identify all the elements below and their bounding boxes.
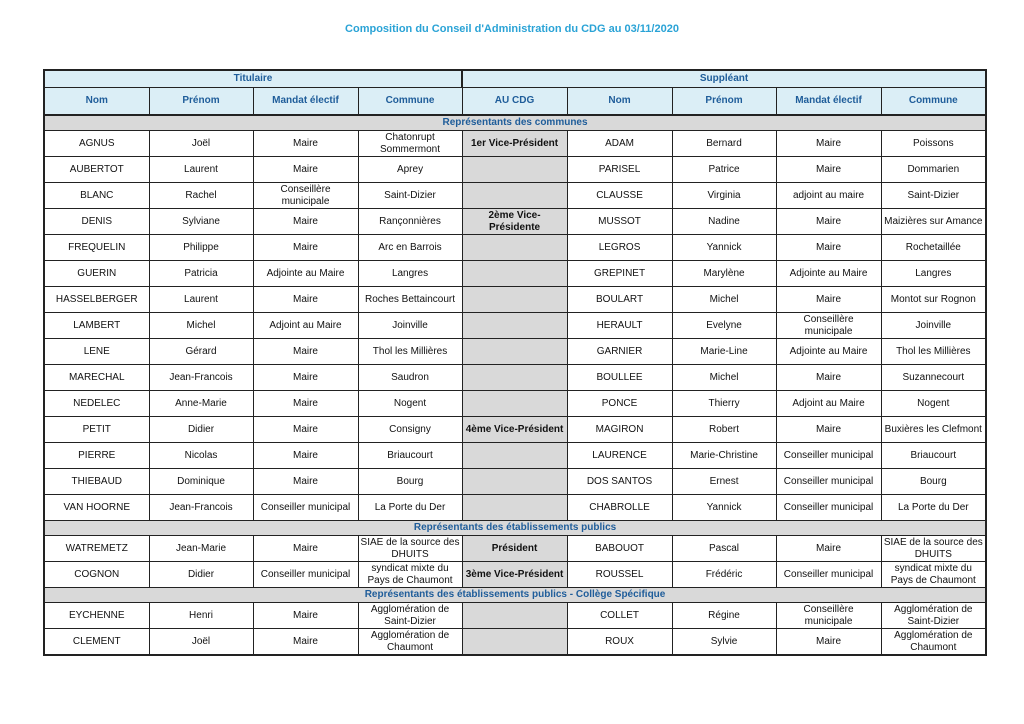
cell-prenom-suppleant: Evelyne — [672, 313, 776, 339]
cell-commune: Arc en Barrois — [358, 235, 462, 261]
cell-nom-suppleant: PONCE — [567, 391, 672, 417]
cell-prenom: Michel — [149, 313, 253, 339]
section-label: Représentants des établissements publics - Collège Spécifique — [44, 588, 986, 603]
header-commune-suppleant: Commune — [881, 88, 986, 116]
cell-mandat-suppleant: Conseiller municipal — [776, 443, 881, 469]
cell-au-cdg: 2ème Vice-Présidente — [462, 209, 567, 235]
table-row — [44, 313, 986, 339]
cell-nom: COGNON — [44, 562, 149, 588]
cell-nom-suppleant: MAGIRON — [567, 417, 672, 443]
cell-prenom-suppleant: Ernest — [672, 469, 776, 495]
cell-au-cdg — [462, 629, 567, 656]
cell-prenom: Dominique — [149, 469, 253, 495]
cell-au-cdg — [462, 391, 567, 417]
cell-commune-suppleant: Maizières sur Amance — [881, 209, 986, 235]
group-header-titulaire: Titulaire — [44, 70, 462, 88]
cell-commune: Briaucourt — [358, 443, 462, 469]
cell-nom-suppleant: GARNIER — [567, 339, 672, 365]
cell-au-cdg — [462, 157, 567, 183]
cell-au-cdg — [462, 365, 567, 391]
cell-au-cdg — [462, 287, 567, 313]
cell-commune: syndicat mixte du Pays de Chaumont — [358, 562, 462, 588]
cell-commune-suppleant: Langres — [881, 261, 986, 287]
column-header-row — [44, 88, 986, 116]
cell-prenom: Philippe — [149, 235, 253, 261]
cell-mandat-suppleant: Maire — [776, 235, 881, 261]
cell-nom-suppleant: COLLET — [567, 603, 672, 629]
cell-nom: DENIS — [44, 209, 149, 235]
cell-nom: EYCHENNE — [44, 603, 149, 629]
cell-mandat-suppleant: Maire — [776, 629, 881, 656]
table-row — [44, 391, 986, 417]
document-title: Composition du Conseil d'Administration du CDG au 03/11/2020 — [345, 23, 679, 35]
cell-commune: La Porte du Der — [358, 495, 462, 521]
cell-nom-suppleant: LAURENCE — [567, 443, 672, 469]
cell-au-cdg: 4ème Vice-Président — [462, 417, 567, 443]
cell-nom: THIEBAUD — [44, 469, 149, 495]
cell-nom-suppleant: DOS SANTOS — [567, 469, 672, 495]
section-row — [44, 115, 986, 131]
table-body — [44, 115, 986, 655]
cell-commune-suppleant: Thol les Millières — [881, 339, 986, 365]
table-row — [44, 603, 986, 629]
cell-mandat: Adjoint au Maire — [253, 313, 358, 339]
section-label: Représentants des établissements publics — [44, 521, 986, 536]
cell-prenom-suppleant: Régine — [672, 603, 776, 629]
cell-commune-suppleant: Saint-Dizier — [881, 183, 986, 209]
section-row — [44, 588, 986, 603]
cell-commune-suppleant: Rochetaillée — [881, 235, 986, 261]
cell-nom-suppleant: GREPINET — [567, 261, 672, 287]
cell-prenom-suppleant: Virginia — [672, 183, 776, 209]
cell-nom: FREQUELIN — [44, 235, 149, 261]
cell-commune-suppleant: Dommarien — [881, 157, 986, 183]
cell-prenom-suppleant: Frédéric — [672, 562, 776, 588]
cell-mandat: Maire — [253, 391, 358, 417]
cell-mandat: Maire — [253, 157, 358, 183]
cell-mandat: Conseillère municipale — [253, 183, 358, 209]
cell-commune: Nogent — [358, 391, 462, 417]
section-label: Représentants des communes — [44, 115, 986, 131]
cell-prenom-suppleant: Marie-Line — [672, 339, 776, 365]
cell-mandat: Maire — [253, 603, 358, 629]
cell-mandat-suppleant: Conseillère municipale — [776, 313, 881, 339]
cell-nom: LAMBERT — [44, 313, 149, 339]
table-row — [44, 183, 986, 209]
cell-mandat-suppleant: Maire — [776, 209, 881, 235]
table-row — [44, 287, 986, 313]
table-row — [44, 495, 986, 521]
table-row — [44, 339, 986, 365]
cell-mandat-suppleant: Adjointe au Maire — [776, 261, 881, 287]
cell-commune-suppleant: Poissons — [881, 131, 986, 157]
cell-commune: SIAE de la source des DHUITS — [358, 536, 462, 562]
table-row — [44, 629, 986, 656]
cell-commune: Langres — [358, 261, 462, 287]
cell-mandat: Maire — [253, 235, 358, 261]
cell-prenom: Jean-Francois — [149, 365, 253, 391]
cell-nom-suppleant: ADAM — [567, 131, 672, 157]
cell-nom-suppleant: BABOUOT — [567, 536, 672, 562]
cell-commune: Consigny — [358, 417, 462, 443]
table-row — [44, 536, 986, 562]
cell-prenom: Anne-Marie — [149, 391, 253, 417]
cell-nom-suppleant: HERAULT — [567, 313, 672, 339]
cell-prenom: Gérard — [149, 339, 253, 365]
cell-commune-suppleant: SIAE de la source des DHUITS — [881, 536, 986, 562]
cell-prenom: Patricia — [149, 261, 253, 287]
cell-au-cdg — [462, 339, 567, 365]
cell-mandat-suppleant: Maire — [776, 287, 881, 313]
header-au-cdg: AU CDG — [462, 88, 567, 116]
cell-au-cdg — [462, 235, 567, 261]
header-prenom-suppleant: Prénom — [672, 88, 776, 116]
cell-prenom: Jean-Marie — [149, 536, 253, 562]
cell-nom: AUBERTOT — [44, 157, 149, 183]
cell-prenom: Sylviane — [149, 209, 253, 235]
cell-mandat-suppleant: Conseiller municipal — [776, 495, 881, 521]
cell-prenom-suppleant: Michel — [672, 365, 776, 391]
cell-prenom-suppleant: Marylène — [672, 261, 776, 287]
cell-commune: Thol les Millières — [358, 339, 462, 365]
cell-nom: NEDELEC — [44, 391, 149, 417]
cell-commune: Rançonnières — [358, 209, 462, 235]
table-row — [44, 365, 986, 391]
cell-mandat-suppleant: Maire — [776, 157, 881, 183]
cell-commune-suppleant: La Porte du Der — [881, 495, 986, 521]
cell-prenom-suppleant: Bernard — [672, 131, 776, 157]
cell-commune-suppleant: Nogent — [881, 391, 986, 417]
cell-prenom-suppleant: Nadine — [672, 209, 776, 235]
cell-commune: Aprey — [358, 157, 462, 183]
cell-prenom: Henri — [149, 603, 253, 629]
cell-commune-suppleant: Buxières les Clefmont — [881, 417, 986, 443]
table-row — [44, 157, 986, 183]
cell-prenom: Laurent — [149, 287, 253, 313]
cell-mandat-suppleant: Adjointe au Maire — [776, 339, 881, 365]
cell-nom-suppleant: CLAUSSE — [567, 183, 672, 209]
table-row — [44, 235, 986, 261]
cell-prenom-suppleant: Thierry — [672, 391, 776, 417]
cell-mandat: Maire — [253, 443, 358, 469]
cell-au-cdg: Président — [462, 536, 567, 562]
cell-nom: HASSELBERGER — [44, 287, 149, 313]
table-row — [44, 443, 986, 469]
cell-prenom-suppleant: Michel — [672, 287, 776, 313]
cell-mandat: Maire — [253, 629, 358, 656]
header-prenom: Prénom — [149, 88, 253, 116]
cell-au-cdg: 3ème Vice-Président — [462, 562, 567, 588]
cell-nom-suppleant: PARISEL — [567, 157, 672, 183]
cell-nom: VAN HOORNE — [44, 495, 149, 521]
cell-prenom: Didier — [149, 417, 253, 443]
cell-mandat-suppleant: Conseiller municipal — [776, 562, 881, 588]
cell-prenom-suppleant: Patrice — [672, 157, 776, 183]
section-row — [44, 521, 986, 536]
cell-mandat: Maire — [253, 365, 358, 391]
cell-nom: PETIT — [44, 417, 149, 443]
table-row — [44, 209, 986, 235]
cell-prenom-suppleant: Robert — [672, 417, 776, 443]
cell-commune-suppleant: Agglomération de Saint-Dizier — [881, 603, 986, 629]
cell-prenom-suppleant: Marie-Christine — [672, 443, 776, 469]
cell-nom: GUERIN — [44, 261, 149, 287]
cell-nom-suppleant: LEGROS — [567, 235, 672, 261]
cell-prenom: Didier — [149, 562, 253, 588]
cell-nom: LENE — [44, 339, 149, 365]
cell-au-cdg — [462, 495, 567, 521]
cell-au-cdg — [462, 261, 567, 287]
table-row — [44, 417, 986, 443]
table-row — [44, 261, 986, 287]
header-mandat-suppleant: Mandat électif — [776, 88, 881, 116]
header-nom: Nom — [44, 88, 149, 116]
cell-au-cdg — [462, 603, 567, 629]
cell-au-cdg — [462, 443, 567, 469]
cell-prenom-suppleant: Pascal — [672, 536, 776, 562]
cell-commune-suppleant: syndicat mixte du Pays de Chaumont — [881, 562, 986, 588]
cell-commune: Saudron — [358, 365, 462, 391]
cell-nom: CLEMENT — [44, 629, 149, 656]
cell-mandat-suppleant: Maire — [776, 131, 881, 157]
cell-mandat: Maire — [253, 131, 358, 157]
cell-au-cdg — [462, 183, 567, 209]
cell-mandat-suppleant: Maire — [776, 417, 881, 443]
cell-prenom-suppleant: Yannick — [672, 235, 776, 261]
cell-mandat: Maire — [253, 469, 358, 495]
cell-au-cdg — [462, 313, 567, 339]
cell-commune: Agglomération de Chaumont — [358, 629, 462, 656]
cell-commune-suppleant: Joinville — [881, 313, 986, 339]
cell-prenom-suppleant: Sylvie — [672, 629, 776, 656]
cell-commune: Roches Bettaincourt — [358, 287, 462, 313]
cell-au-cdg — [462, 469, 567, 495]
cell-commune-suppleant: Agglomération de Chaumont — [881, 629, 986, 656]
cell-prenom: Rachel — [149, 183, 253, 209]
cell-commune: Chatonrupt Sommermont — [358, 131, 462, 157]
cell-nom-suppleant: CHABROLLE — [567, 495, 672, 521]
cell-nom: MARECHAL — [44, 365, 149, 391]
board-composition-table — [43, 69, 987, 656]
cell-mandat: Conseiller municipal — [253, 495, 358, 521]
header-nom-suppleant: Nom — [567, 88, 672, 116]
cell-nom: PIERRE — [44, 443, 149, 469]
cell-commune: Saint-Dizier — [358, 183, 462, 209]
cell-commune-suppleant: Suzannecourt — [881, 365, 986, 391]
header-commune: Commune — [358, 88, 462, 116]
cell-mandat-suppleant: Conseillère municipale — [776, 603, 881, 629]
cell-nom-suppleant: ROUX — [567, 629, 672, 656]
table-row — [44, 562, 986, 588]
cell-mandat-suppleant: Maire — [776, 536, 881, 562]
cell-prenom: Joël — [149, 629, 253, 656]
cell-commune: Agglomération de Saint-Dizier — [358, 603, 462, 629]
cell-mandat: Maire — [253, 339, 358, 365]
cell-mandat-suppleant: Adjoint au Maire — [776, 391, 881, 417]
cell-commune-suppleant: Briaucourt — [881, 443, 986, 469]
cell-commune-suppleant: Bourg — [881, 469, 986, 495]
cell-au-cdg: 1er Vice-Président — [462, 131, 567, 157]
cell-nom-suppleant: MUSSOT — [567, 209, 672, 235]
group-header-suppleant: Suppléant — [462, 70, 986, 88]
cell-mandat: Maire — [253, 209, 358, 235]
cell-mandat: Adjointe au Maire — [253, 261, 358, 287]
cell-nom-suppleant: ROUSSEL — [567, 562, 672, 588]
cell-nom: BLANC — [44, 183, 149, 209]
table-row — [44, 469, 986, 495]
cell-prenom: Joël — [149, 131, 253, 157]
header-mandat: Mandat électif — [253, 88, 358, 116]
table-row — [44, 131, 986, 157]
cell-mandat-suppleant: adjoint au maire — [776, 183, 881, 209]
cell-prenom: Laurent — [149, 157, 253, 183]
cell-mandat: Maire — [253, 417, 358, 443]
cell-prenom: Nicolas — [149, 443, 253, 469]
cell-mandat-suppleant: Conseiller municipal — [776, 469, 881, 495]
cell-mandat-suppleant: Maire — [776, 365, 881, 391]
cell-prenom-suppleant: Yannick — [672, 495, 776, 521]
cell-commune: Bourg — [358, 469, 462, 495]
cell-commune-suppleant: Montot sur Rognon — [881, 287, 986, 313]
cell-prenom: Jean-Francois — [149, 495, 253, 521]
cell-mandat: Maire — [253, 287, 358, 313]
cell-mandat: Conseiller municipal — [253, 562, 358, 588]
cell-nom: WATREMETZ — [44, 536, 149, 562]
cell-nom-suppleant: BOULART — [567, 287, 672, 313]
cell-commune: Joinville — [358, 313, 462, 339]
cell-nom: AGNUS — [44, 131, 149, 157]
cell-mandat: Maire — [253, 536, 358, 562]
cell-nom-suppleant: BOULLEE — [567, 365, 672, 391]
